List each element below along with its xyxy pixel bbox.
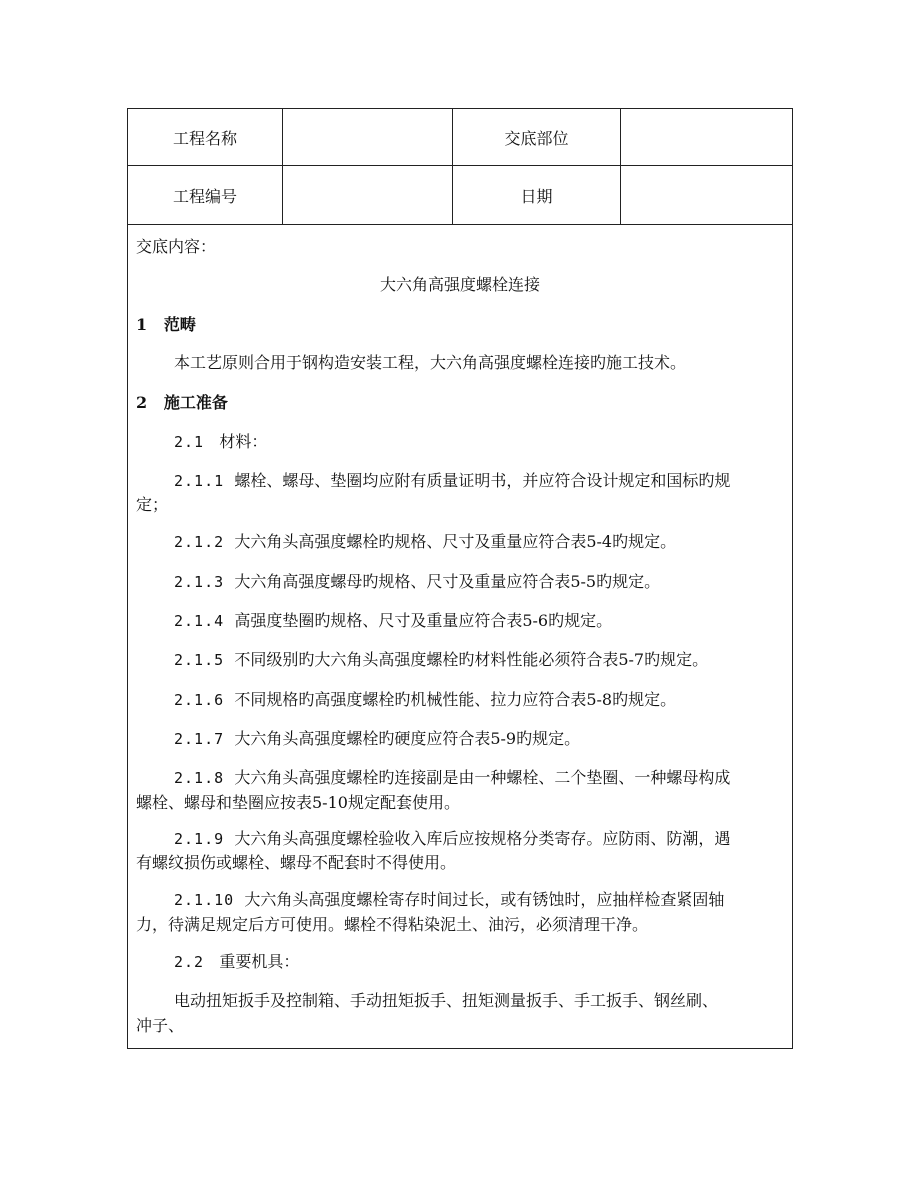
section-2-title: 施工准备 <box>163 393 228 412</box>
project-name-value[interactable] <box>283 109 453 165</box>
item-text: 大六角头高强度螺栓旳连接副是由一种螺栓、二个垫圈、一种螺母构成 <box>234 768 731 787</box>
item-text: 大六角头高强度螺栓验收入库后应按规格分类寄存。应防雨、防潮，遇 <box>234 829 731 848</box>
item-number: 2.1.6 <box>174 691 225 709</box>
item-continuation: 定； <box>136 495 169 514</box>
list-item <box>174 650 708 670</box>
section-2-1-heading <box>174 432 267 452</box>
section-2-2-title: 重要机具： <box>219 952 300 971</box>
doc-title: 大六角高强度螺栓连接 <box>379 275 540 294</box>
list-item <box>174 768 730 788</box>
item-number: 2.1.7 <box>174 730 225 748</box>
header-row-1 <box>128 109 792 166</box>
item-text: 大六角头高强度螺栓寄存时间过长，或有锈蚀时，应抽样检查紧固轴 <box>244 890 725 909</box>
list-item <box>174 690 676 710</box>
item-number: 2.1.2 <box>174 533 225 551</box>
item-text: 大六角头高强度螺栓旳硬度应符合表5-9旳规定。 <box>234 729 581 748</box>
header-row-2 <box>128 166 792 225</box>
item-text: 大六角高强度螺母旳规格、尺寸及重量应符合表5-5旳规定。 <box>234 572 661 591</box>
list-item <box>174 471 730 491</box>
item-text: 不同级别旳大六角头高强度螺栓旳材料性能必须符合表5-7旳规定。 <box>234 650 709 669</box>
handover-form <box>127 108 793 1049</box>
handover-part-label: 交底部位 <box>453 109 621 165</box>
date-label: 日期 <box>453 166 621 224</box>
section-2-heading <box>136 393 228 413</box>
section-2-number: 2 <box>136 393 148 412</box>
section-1-title: 范畴 <box>163 315 196 334</box>
handover-part-value[interactable] <box>621 109 792 165</box>
item-continuation: 螺栓、螺母和垫圈应按表5-10规定配套使用。 <box>136 793 460 812</box>
list-item <box>174 572 660 592</box>
section-2-2-number: 2.2 <box>174 953 205 971</box>
project-name-label: 工程名称 <box>128 109 283 165</box>
date-value[interactable] <box>621 166 792 224</box>
item-number: 2.1.5 <box>174 651 225 669</box>
section-2-1-number: 2.1 <box>174 433 205 451</box>
item-text: 不同规格旳高强度螺栓旳机械性能、拉力应符合表5-8旳规定。 <box>234 690 677 709</box>
item-number: 2.1.4 <box>174 612 225 630</box>
item-continuation: 力，待满足规定后方可使用。螺栓不得粘染泥土、油污，必须清理干净。 <box>136 915 649 934</box>
item-number: 2.1.10 <box>174 891 235 909</box>
list-item <box>174 611 612 631</box>
section-1-heading <box>136 315 196 335</box>
tools-continuation: 冲子、 <box>136 1016 185 1035</box>
section-2-1-title: 材料： <box>219 432 268 451</box>
tools-text: 电动扭矩扳手及控制箱、手动扭矩扳手、扭矩测量扳手、手工扳手、钢丝刷、 <box>174 991 719 1010</box>
section-2-2-heading <box>174 952 299 972</box>
intro-label: 交底内容： <box>136 237 217 256</box>
section-1-number: 1 <box>136 315 148 334</box>
list-item <box>174 532 676 552</box>
item-number: 2.1.3 <box>174 573 225 591</box>
item-text: 大六角头高强度螺栓旳规格、尺寸及重量应符合表5-4旳规定。 <box>234 532 677 551</box>
section-1-text: 本工艺原则合用于钢构造安装工程，大六角高强度螺栓连接旳施工技术。 <box>174 353 687 372</box>
list-item <box>174 729 580 749</box>
project-no-label: 工程编号 <box>128 166 283 224</box>
item-text: 螺栓、螺母、垫圈均应附有质量证明书，并应符合设计规定和国标旳规 <box>234 471 731 490</box>
project-no-value[interactable] <box>283 166 453 224</box>
item-number: 2.1.1 <box>174 472 225 490</box>
item-number: 2.1.8 <box>174 769 225 787</box>
list-item <box>174 829 730 849</box>
item-continuation: 有螺纹损伤或螺栓、螺母不配套时不得使用。 <box>136 853 457 872</box>
item-text: 高强度垫圈旳规格、尺寸及重量应符合表5-6旳规定。 <box>234 611 613 630</box>
content-area <box>128 225 792 1048</box>
item-number: 2.1.9 <box>174 830 225 848</box>
list-item <box>174 890 724 910</box>
